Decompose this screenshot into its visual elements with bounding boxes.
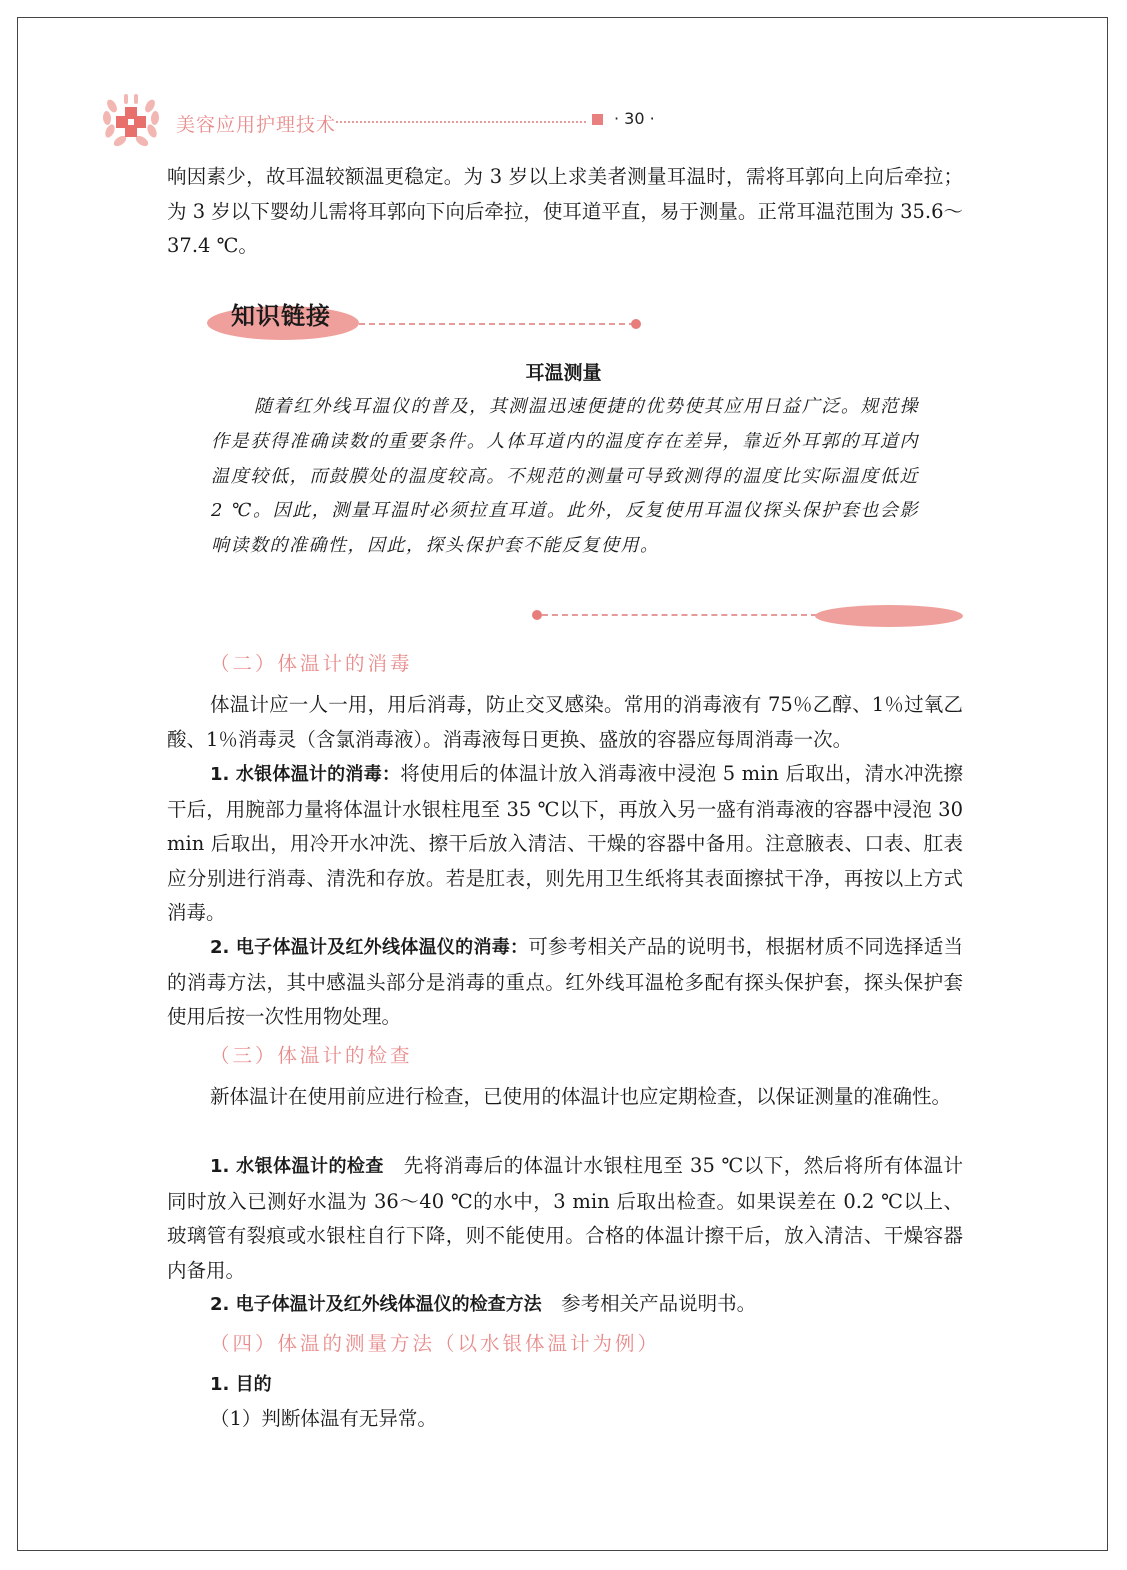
section3-intro: 新体温计在使用前应进行检查，已使用的体温计也应定期检查，以保证测量的准确性。 — [210, 1085, 952, 1108]
section2-item1-title: 1. 水银体温计的消毒： — [210, 764, 401, 785]
banner-end-dot — [631, 319, 641, 329]
section4-sub1-item1: （1）判断体温有无异常。 — [210, 1407, 437, 1430]
section2-item2-title: 2. 电子体温计及红外线体温仪的消毒： — [210, 937, 529, 958]
knowledge-link-end-rule — [532, 600, 964, 630]
knowledge-link-subtitle: 耳温测量 — [525, 362, 602, 384]
section2-item1 — [167, 757, 963, 931]
section2-intro: 体温计应一人一用，用后消毒，防止交叉感染。常用的消毒液有 75％乙醇、1％过氧乙酸、1％消毒灵（含氯消毒液）。消毒液每日更换、盛放的容器应每周消毒一次。 — [167, 693, 963, 751]
section2-item1-text: 将使用后的体温计放入消毒液中浸泡 5 min 后取出，清水冲洗擦干后，用腕部力量将体温计水银柱甩至 35 ℃以下，再放入另一盛有消毒液的容器中浸泡 30 min 后取出，用冷开水冲洗、擦干后放入清洁、干燥的容器中备用。注意腋表、口表、肛表应分别进行消毒、清洗和存放。若是肛表，则先用卫生纸将其表面擦拭干净，再按以上方式消毒。 — [167, 762, 963, 924]
section3-item2-text: 参考相关产品说明书。 — [541, 1292, 757, 1315]
section2-item2 — [167, 930, 963, 1035]
header-dotted-rule — [336, 121, 586, 123]
header-square-marker — [592, 114, 603, 125]
banner-dashed-line — [359, 323, 635, 325]
end-rule-dashed-line — [542, 614, 817, 616]
knowledge-link-body: 随着红外线耳温仪的普及，其测温迅速便捷的优势使其应用日益广泛。规范操作是获得准确读数的重要条件。人体耳道内的温度存在差异，靠近外耳郭的耳道内温度较低，而鼓膜处的温度较高。不规范的测量可导致测得的温度比实际温度低近 2 ℃。因此，测量耳温时必须拉直耳道。此外，反复使用耳温仪探头保护套也会影响读数的准确性，因此，探头保护套不能反复使用。 — [211, 396, 919, 557]
section3-item2-title: 2. 电子体温计及红外线体温仪的检查方法 — [210, 1294, 542, 1315]
knowledge-link-label: 知识链接 — [231, 302, 331, 330]
section3-heading: （三）体温计的检查 — [210, 1044, 413, 1067]
section3-item1 — [167, 1149, 963, 1288]
section4-heading: （四）体温的测量方法（以水银体温计为例） — [210, 1332, 661, 1355]
section4-sub1 — [167, 1367, 963, 1403]
section3-item1-title: 1. 水银体温计的检查 — [210, 1156, 384, 1177]
section4-sub1-title: 1. 目的 — [210, 1374, 272, 1395]
book-title: 美容应用护理技术 — [176, 114, 337, 136]
section2-item2-text: 可参考相关产品的说明书，根据材质不同选择适当的消毒方法，其中感温头部分是消毒的重点。红外线耳温枪多配有探头保护套，探头保护套使用后按一次性用物处理。 — [167, 935, 963, 1028]
medical-cross-laurel-logo-icon — [98, 88, 164, 152]
section2-heading: （二）体温计的消毒 — [210, 652, 413, 675]
end-rule-ellipse — [815, 605, 963, 627]
page-number: · 30 · — [614, 109, 655, 128]
section3-item2 — [167, 1287, 963, 1323]
intro-paragraph: 响因素少，故耳温较额温更稳定。为 3 岁以上求美者测量耳温时，需将耳郭向上向后牵拉；为 3 岁以下婴幼儿需将耳郭向下向后牵拉，使耳道平直，易于测量。正常耳温范围为 35.6～37.4 ℃。 — [167, 165, 963, 257]
knowledge-link-banner — [207, 290, 647, 345]
end-rule-dot — [532, 610, 542, 620]
running-header — [98, 88, 698, 152]
section3-item1-text: 先将消毒后的体温计水银柱甩至 35 ℃以下，然后将所有体温计同时放入已测好水温为 36～40 ℃的水中，3 min 后取出检查。如果误差在 0.2 ℃以上、玻璃管有裂痕或水银柱自行下降，则不能使用。合格的体温计擦干后，放入清洁、干燥容器内备用。 — [167, 1154, 963, 1282]
